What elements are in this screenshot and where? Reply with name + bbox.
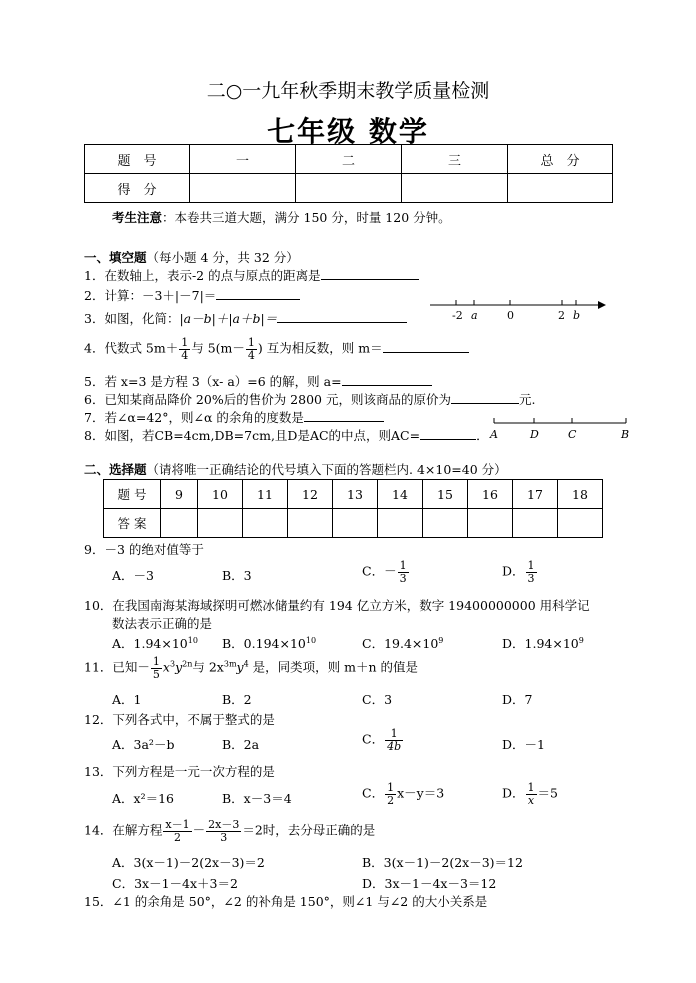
score-header-1: 一 xyxy=(190,145,296,174)
q4-text-a: 4．代数式 5m＋ xyxy=(84,340,179,356)
q10-option-b[interactable]: B．$0.194\times 10^{10}$ xyxy=(222,635,317,651)
q9-option-b[interactable]: B．3 xyxy=(222,568,252,583)
answer-table xyxy=(103,479,603,538)
q14-option-b[interactable]: B．3(x－1)－2(2x－3)＝12 xyxy=(362,855,523,870)
exam-subtitle: 七年级 数学 xyxy=(267,115,429,148)
q10-stem-2: 数法表示正确的是 xyxy=(112,616,213,631)
answer-cell-18[interactable] xyxy=(558,509,603,538)
q14-option-a[interactable]: A．3(x－1)－2(2x－3)＝2 xyxy=(112,855,265,870)
label-0: 0 xyxy=(507,309,514,322)
answer-num-14: 14 xyxy=(378,480,423,509)
q12-option-a[interactable]: A．3a²－b xyxy=(112,737,175,752)
answer-cell-13[interactable] xyxy=(333,509,378,538)
answer-cell-9[interactable] xyxy=(161,509,198,538)
q7-blank[interactable] xyxy=(304,409,384,422)
q8-text: 8．如图，若CB=4cm,DB=7cm,且D是AC的中点，则AC= xyxy=(84,428,421,443)
notice-text: ：本卷共三道大题，满分 150 分，时量 120 分钟。 xyxy=(162,210,451,225)
q7 xyxy=(84,408,384,426)
q11-stem: 11．已知－ $\frac{1}{5}$ $x^3y^{2n}$与 $2x^{3m}y^4$ 是，同类项，则 m＋n 的值是 xyxy=(84,655,419,681)
q12-option-c[interactable]: C． $\frac{1}{4b}$ xyxy=(362,727,402,753)
q4-text-b: 与 5(m－ xyxy=(191,340,245,356)
answer-num-16: 16 xyxy=(468,480,513,509)
q4-fraction-1: $\frac{1}{4}$ xyxy=(181,336,189,362)
q6-blank[interactable] xyxy=(451,391,519,404)
q13-stem: 13．下列方程是一元一次方程的是 xyxy=(84,764,275,779)
q6-unit: 元. xyxy=(518,392,536,407)
q2 xyxy=(84,286,300,304)
q13-option-a[interactable]: A．x²＝16 xyxy=(112,791,174,806)
q8-end: ． xyxy=(476,428,489,443)
q3-blank[interactable] xyxy=(277,310,407,323)
answer-cell-12[interactable] xyxy=(288,509,333,538)
answer-cell-16[interactable] xyxy=(468,509,513,538)
q7-text: 7．若∠α=42°，则∠α 的余角的度数是 xyxy=(84,410,304,425)
q3 xyxy=(84,309,407,327)
notice-label: 考生注意 xyxy=(112,210,163,225)
q13-option-b[interactable]: B．x－3＝4 xyxy=(222,791,292,806)
section2-title: 二、选择题 xyxy=(84,462,147,477)
number-line-arrow xyxy=(598,301,606,309)
score-row-label: 得 分 xyxy=(85,174,190,203)
score-cell-total[interactable] xyxy=(508,174,613,203)
notice xyxy=(112,208,451,226)
q5 xyxy=(84,372,432,390)
score-header-3: 三 xyxy=(402,145,508,174)
answer-cell-11[interactable] xyxy=(243,509,288,538)
point-b-label: B xyxy=(621,428,630,441)
q5-blank[interactable] xyxy=(342,373,432,386)
q12-stem: 12．下列各式中，不属于整式的是 xyxy=(84,712,275,727)
q15-stem: 15．∠1 的余角是 50°，∠2 的补角是 150°，则∠1 与∠2 的大小关系是 xyxy=(84,894,488,909)
score-cell-3[interactable] xyxy=(402,174,508,203)
answer-cell-17[interactable] xyxy=(513,509,558,538)
exam-title: 二○一九年秋季期末教学质量检测 xyxy=(206,80,490,102)
q9-option-c[interactable]: C．－ $\frac{1}{3}$ xyxy=(362,559,407,585)
score-header-total: 总 分 xyxy=(508,145,613,174)
q12-option-b[interactable]: B．2a xyxy=(222,737,260,752)
q1 xyxy=(84,266,419,284)
q6-text: 6．已知某商品降价 20%后的售价为 2800 元，则该商品的原价为 xyxy=(84,392,451,407)
answer-num-11: 11 xyxy=(243,480,288,509)
answer-cell-14[interactable] xyxy=(378,509,423,538)
label-2: 2 xyxy=(558,309,565,322)
q11-option-c[interactable]: C．3 xyxy=(362,692,393,707)
answer-num-15: 15 xyxy=(423,480,468,509)
q3-expression: |a－b|＋|a＋b|＝ xyxy=(179,311,278,326)
q1-blank[interactable] xyxy=(321,267,419,280)
q2-text: 2．计算：－3＋|－7|＝ xyxy=(84,288,217,303)
answer-header-label: 题 号 xyxy=(104,480,161,509)
section1-note: （每小题 4 分，共 32 分） xyxy=(146,250,299,265)
score-cell-1[interactable] xyxy=(190,174,296,203)
q6 xyxy=(84,390,535,408)
point-d-label: D xyxy=(530,428,539,441)
answer-num-17: 17 xyxy=(513,480,558,509)
q8-blank[interactable] xyxy=(420,427,476,440)
q10-option-c[interactable]: C．$19.4\times 10^9$ xyxy=(362,635,444,651)
q13-option-d[interactable]: D． $\frac{1}{x}$ ＝5 xyxy=(502,781,558,807)
q3-text: 3．如图，化简： xyxy=(84,311,180,326)
q4 xyxy=(84,337,469,361)
label-b: b xyxy=(573,309,581,322)
q14-option-d[interactable]: D．3x－1－4x－3＝12 xyxy=(362,876,497,891)
q9-option-d[interactable]: D． $\frac{1}{3}$ xyxy=(502,559,535,585)
answer-num-9: 9 xyxy=(161,480,198,509)
section1-title: 一、填空题 xyxy=(84,250,147,265)
answer-num-13: 13 xyxy=(333,480,378,509)
q10-stem: 10．在我国南海某海域探明可燃冰储量约有 194 亿立方米，数字 19400000000 用科学记 xyxy=(84,598,590,613)
q2-blank[interactable] xyxy=(216,287,300,300)
section2-heading xyxy=(84,460,507,478)
q4-blank[interactable] xyxy=(383,340,469,353)
q10-option-d[interactable]: D．$1.94\times 10^9$ xyxy=(502,635,584,651)
q1-text: 1．在数轴上，表示-2 的点与原点的距离是 xyxy=(84,268,321,283)
q12-option-d[interactable]: D．－1 xyxy=(502,737,545,752)
section2-note: （请将唯一正确结论的代号填入下面的答题栏内. 4×10=40 分） xyxy=(146,462,507,477)
q11-option-b[interactable]: B．2 xyxy=(222,692,252,707)
score-table xyxy=(84,144,613,203)
q4-fraction-2: $\frac{1}{4}$ xyxy=(247,336,255,362)
answer-num-18: 18 xyxy=(558,480,603,509)
label-a: a xyxy=(471,309,478,322)
segment-figure xyxy=(486,414,634,444)
score-header-2: 二 xyxy=(296,145,402,174)
answer-row-label: 答 案 xyxy=(104,509,161,538)
label-neg2: -2 xyxy=(452,309,463,322)
answer-cell-10[interactable] xyxy=(198,509,243,538)
answer-num-12: 12 xyxy=(288,480,333,509)
score-header-label: 题 号 xyxy=(85,145,190,174)
q9-stem: 9．－3 的绝对值等于 xyxy=(84,542,204,557)
q13-option-c[interactable]: C． $\frac{1}{2}$ x－y＝3 xyxy=(362,781,445,807)
number-line xyxy=(428,296,608,326)
q9-option-a[interactable]: A．－3 xyxy=(112,568,154,583)
answer-cell-15[interactable] xyxy=(423,509,468,538)
score-cell-2[interactable] xyxy=(296,174,402,203)
q14-stem: 14．在解方程 $\frac{x-1}{2}$ － $\frac{2x-3}{3}$ ＝2时，去分母正确的是 xyxy=(84,818,376,844)
q11-option-a[interactable]: A．1 xyxy=(112,692,142,707)
q8 xyxy=(84,426,489,444)
q4-text-c: ) 互为相反数，则 m＝ xyxy=(257,340,383,356)
section1-heading xyxy=(84,248,299,266)
point-a-label: A xyxy=(490,428,498,441)
answer-num-10: 10 xyxy=(198,480,243,509)
point-c-label: C xyxy=(568,428,577,441)
q11-option-d[interactable]: D．7 xyxy=(502,692,533,707)
q10-option-a[interactable]: A．$1.94\times 10^{10}$ xyxy=(112,635,198,651)
q14-option-c[interactable]: C．3x－1－4x＋3＝2 xyxy=(112,876,238,891)
q5-text: 5．若 x=3 是方程 3（x- a）=6 的解，则 a= xyxy=(84,374,342,389)
